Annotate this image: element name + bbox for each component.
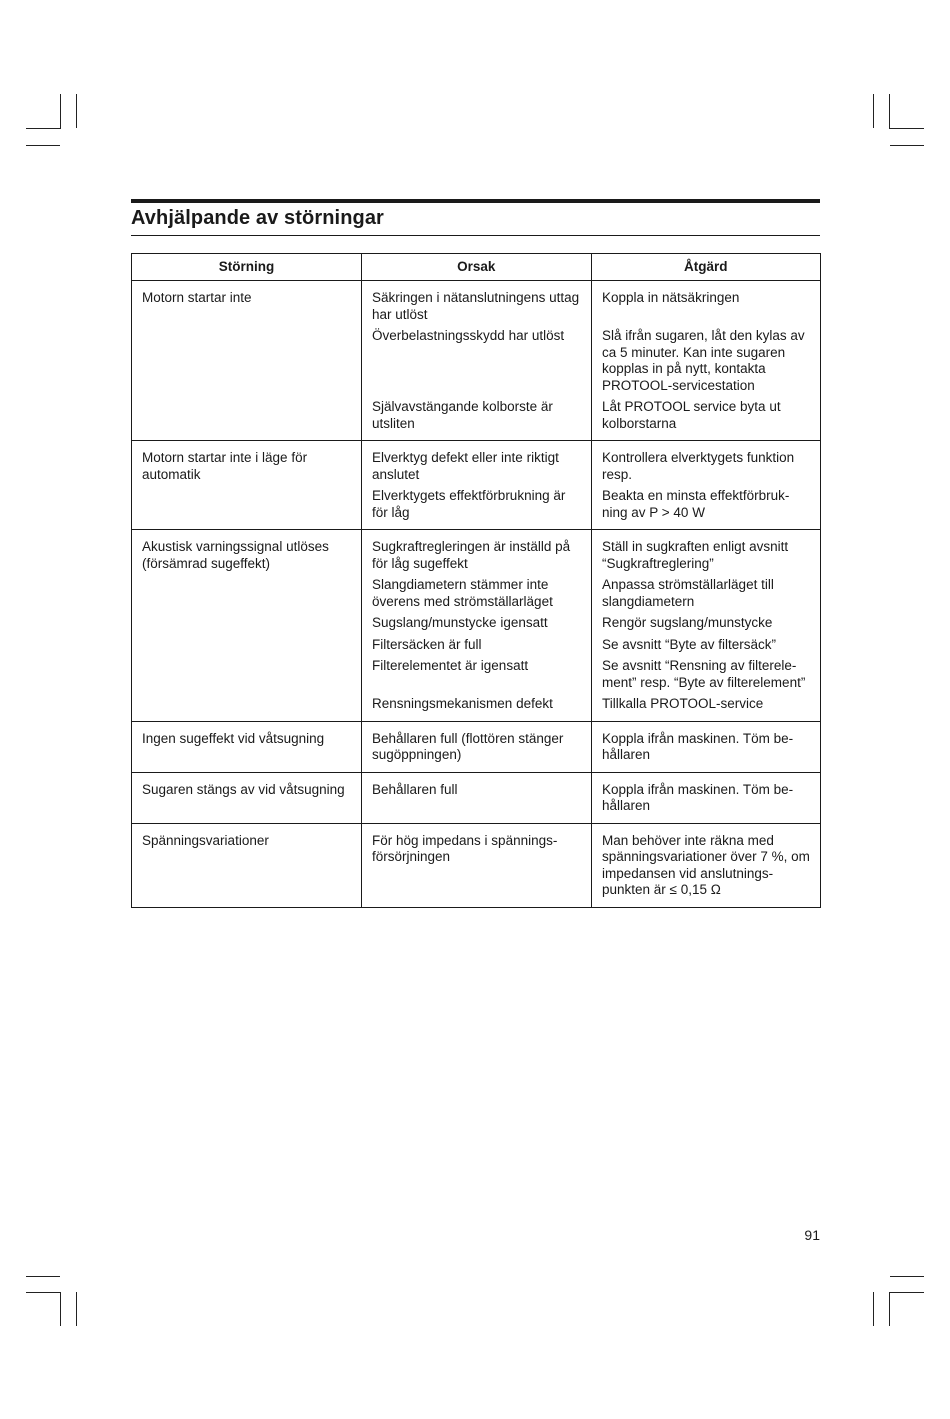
cause-remedy-pair [372, 833, 816, 899]
column-header-cause-remedy [362, 254, 821, 281]
crop-mark [889, 1292, 890, 1326]
remedy-text: Kontrollera elverktygets funktion resp. [602, 450, 795, 482]
cause-remedy-pair [372, 731, 816, 764]
remedy-text: Slå ifrån sugaren, låt den kylas av ca 5 minuter. Kan inte sugaren kopplas in på nytt, kontakta PROTOOL-servicestation [602, 328, 805, 393]
crop-mark [60, 94, 61, 128]
cause-remedy-cell [362, 772, 821, 823]
cause-text: Behållaren full (flottören stänger sugöppningen) [372, 730, 564, 762]
cause-text: Elverktyg defekt eller inte riktigt anslutet [372, 450, 559, 482]
cause-text: Rensningsmekanismen defekt [372, 696, 553, 711]
crop-mark [76, 1292, 77, 1326]
remedy-text: Koppla ifrån maskinen. Töm be-hållaren [602, 781, 794, 813]
table-row [132, 530, 821, 722]
cause-remedy-pair [372, 658, 816, 691]
crop-mark [60, 1292, 61, 1326]
table-header-row [132, 254, 821, 281]
remedy-text: Anpassa strömställarläget till slangdiametern [602, 577, 774, 609]
remedy-text: Tillkalla PROTOOL-service [602, 696, 764, 711]
remedy-text: Låt PROTOOL service byta ut kolborstarna [602, 399, 781, 431]
table-row [132, 823, 821, 907]
crop-mark [76, 94, 77, 128]
remedy-text: Koppla ifrån maskinen. Töm be-hållaren [602, 730, 794, 762]
problem-cell: Akustisk varningssignal utlöses (försämrad sugeffekt) [132, 530, 362, 722]
problem-cell: Motorn startar inte i läge för automatik [132, 441, 362, 530]
cause-remedy-pair [372, 328, 816, 394]
problem-cell: Sugaren stängs av vid våtsugning [132, 772, 362, 823]
crop-mark [873, 94, 874, 128]
crop-mark [890, 1276, 924, 1277]
cause-remedy-pair [372, 399, 816, 432]
cause-remedy-pair [372, 577, 816, 610]
cause-text: Behållaren full [372, 781, 458, 797]
cause-text: Säkringen i nätanslutningens uttag har utlöst [372, 290, 580, 322]
cause-remedy-pair [372, 615, 816, 632]
table-row [132, 721, 821, 772]
cause-remedy-pair [372, 488, 816, 521]
cause-remedy-cell [362, 721, 821, 772]
table-header [132, 254, 821, 281]
crop-mark [26, 1276, 60, 1277]
remedy-text: Se avsnitt “Byte av filtersäck” [602, 636, 777, 652]
crop-mark [889, 1292, 924, 1293]
cause-text: Sugkraftregleringen är inställd på för låg sugeffekt [372, 539, 571, 571]
column-header-remedy: Åtgärd [684, 259, 728, 274]
table-body [132, 281, 821, 908]
remedy-text: Rengör sugslang/munstycke [602, 615, 773, 630]
cause-text: Överbelastningsskydd har utlöst [372, 328, 565, 343]
cause-remedy-cell [362, 441, 821, 530]
page-title: Avhjälpande av störningar [131, 207, 384, 229]
crop-mark [890, 145, 924, 146]
table-row [132, 772, 821, 823]
cause-text: Elverktygets effektförbrukning är för låg [372, 488, 566, 520]
remedy-text: Beakta en minsta effektförbruk-ning av P > 40 W [602, 488, 790, 520]
cause-text: Sugslang/munstycke igensatt [372, 615, 548, 630]
problem-cell: Spänningsvariationer [132, 823, 362, 907]
cause-remedy-pair [372, 637, 816, 654]
cause-text: För hög impedans i spännings-försörjningen [372, 832, 558, 864]
cause-remedy-pair [372, 450, 816, 483]
column-header-problem: Störning [132, 254, 362, 281]
cause-remedy-pair [372, 539, 816, 572]
title-rule-top [131, 199, 820, 203]
remedy-text: Man behöver inte räkna med spänningsvariationer över 7 %, om impedansen vid anslutnings-punkten är ≤ 0,15 Ω [602, 832, 810, 897]
cause-text: Självavstängande kolborste är utsliten [372, 399, 553, 431]
remedy-text: Se avsnitt “Rensning av filterele-ment” resp. “Byte av filterelement” [602, 658, 806, 690]
cause-remedy-cell [362, 530, 821, 722]
title-rule-bottom [131, 235, 820, 236]
crop-mark [26, 1292, 61, 1293]
cause-text: Slangdiametern stämmer inte överens med strömställarläget [372, 577, 553, 609]
problem-cell: Motorn startar inte [132, 281, 362, 441]
cause-remedy-cell [362, 823, 821, 907]
cause-remedy-cell [362, 281, 821, 441]
crop-mark [873, 1292, 874, 1326]
problem-cell: Ingen sugeffekt vid våtsugning [132, 721, 362, 772]
remedy-text: Ställ in sugkraften enligt avsnitt “Sugkraftreglering” [602, 539, 789, 571]
table-row [132, 441, 821, 530]
table-row [132, 281, 821, 441]
crop-mark [26, 128, 61, 129]
cause-text: Filtersäcken är full [372, 636, 482, 652]
remedy-text: Koppla in nätsäkringen [602, 290, 740, 305]
crop-mark [889, 94, 890, 128]
troubleshooting-table [131, 253, 821, 908]
crop-mark [26, 145, 60, 146]
cause-text: Filterelementet är igensatt [372, 658, 529, 673]
crop-mark [889, 128, 924, 129]
page-number: 91 [804, 1227, 820, 1243]
cause-remedy-pair [372, 696, 816, 713]
column-header-cause: Orsak [362, 254, 592, 280]
cause-remedy-pair [372, 782, 816, 815]
cause-remedy-pair [372, 290, 816, 323]
